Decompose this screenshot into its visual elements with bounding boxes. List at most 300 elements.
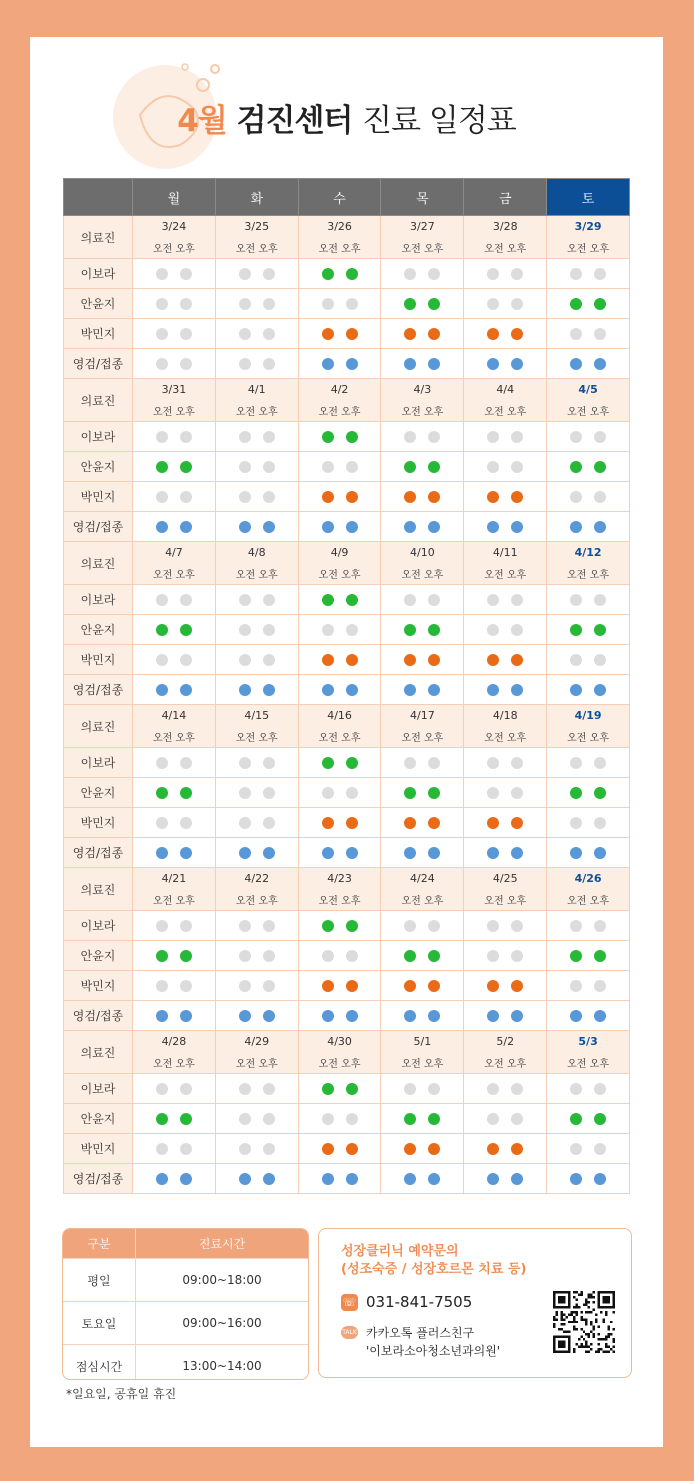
am-slot-dot-icon xyxy=(570,431,582,443)
slot-cell xyxy=(547,259,630,289)
am-label: 오전 xyxy=(567,1059,587,1070)
ampm-cell xyxy=(547,563,630,585)
am-slot-dot-icon xyxy=(239,298,251,310)
am-slot-dot-icon xyxy=(570,950,582,962)
am-label: 오전 xyxy=(484,896,504,907)
slot-cell xyxy=(133,1134,216,1164)
ampm-cell xyxy=(133,726,216,748)
slot-cell xyxy=(298,319,381,349)
pm-slot-dot-icon xyxy=(428,491,440,503)
doctor-row xyxy=(64,615,630,645)
doctor-row xyxy=(64,319,630,349)
slot-cell xyxy=(381,1104,464,1134)
slot-cell xyxy=(215,1134,298,1164)
am-label: 오전 xyxy=(235,896,256,907)
pm-slot-dot-icon xyxy=(180,1083,192,1095)
hours-row-time: 09:00~16:00 xyxy=(136,1302,309,1345)
date-cell: 4/10 xyxy=(381,542,464,564)
doctor-row xyxy=(64,259,630,289)
doctor-row xyxy=(64,778,630,808)
ampm-cell xyxy=(381,1052,464,1074)
pm-slot-dot-icon xyxy=(263,787,275,799)
slot-cell xyxy=(215,319,298,349)
doctor-row xyxy=(64,911,630,941)
pm-slot-dot-icon xyxy=(346,787,358,799)
doctor-row xyxy=(64,1134,630,1164)
phone-row[interactable] xyxy=(341,1293,472,1311)
am-label: 오전 xyxy=(152,896,173,907)
date-cell: 4/16 xyxy=(298,705,381,727)
slot-cell xyxy=(381,1134,464,1164)
am-slot-dot-icon xyxy=(156,624,168,636)
slot-cell xyxy=(298,452,381,482)
slot-cell xyxy=(464,319,547,349)
pm-label: 오후 xyxy=(506,407,527,418)
pm-slot-dot-icon xyxy=(594,491,606,503)
am-slot-dot-icon xyxy=(156,521,168,533)
pm-slot-dot-icon xyxy=(346,491,358,503)
pm-slot-dot-icon xyxy=(263,684,275,696)
slot-cell xyxy=(133,808,216,838)
pm-slot-dot-icon xyxy=(594,950,606,962)
pm-slot-dot-icon xyxy=(511,757,523,769)
pm-label: 오후 xyxy=(341,733,361,744)
doctor-label: 의료진 xyxy=(64,868,133,911)
am-slot-dot-icon xyxy=(156,1143,168,1155)
pm-slot-dot-icon xyxy=(346,358,358,370)
pm-slot-dot-icon xyxy=(180,1143,192,1155)
pm-slot-dot-icon xyxy=(263,950,275,962)
date-cell: 4/12 xyxy=(547,542,630,564)
pm-slot-dot-icon xyxy=(594,757,606,769)
doctor-row xyxy=(64,1104,630,1134)
contact-title xyxy=(341,1243,526,1279)
pm-slot-dot-icon xyxy=(511,1083,523,1095)
doctor-row xyxy=(64,1074,630,1104)
am-slot-dot-icon xyxy=(156,847,168,859)
pm-slot-dot-icon xyxy=(346,624,358,636)
pm-slot-dot-icon xyxy=(428,920,440,932)
am-label: 오전 xyxy=(152,733,173,744)
am-label: 오전 xyxy=(318,407,338,418)
pm-label: 오후 xyxy=(341,244,361,255)
am-slot-dot-icon xyxy=(487,358,499,370)
doctor-row xyxy=(64,645,630,675)
ampm-cell xyxy=(133,889,216,911)
slot-cell xyxy=(298,911,381,941)
am-slot-dot-icon xyxy=(404,1173,416,1185)
title-rest: 진료 일정표 xyxy=(362,103,516,139)
am-slot-dot-icon xyxy=(570,1010,582,1022)
slot-cell xyxy=(381,1164,464,1194)
am-label: 오전 xyxy=(401,244,421,255)
pm-label: 오후 xyxy=(258,570,278,581)
pm-slot-dot-icon xyxy=(428,847,440,859)
pm-slot-dot-icon xyxy=(594,431,606,443)
pm-slot-dot-icon xyxy=(511,654,523,666)
am-slot-dot-icon xyxy=(570,1083,582,1095)
am-slot-dot-icon xyxy=(239,461,251,473)
doctor-row xyxy=(64,452,630,482)
pm-label: 오후 xyxy=(423,244,444,255)
am-slot-dot-icon xyxy=(404,980,416,992)
slot-cell xyxy=(381,452,464,482)
pm-slot-dot-icon xyxy=(428,1173,440,1185)
ampm-row xyxy=(64,1052,630,1074)
pm-slot-dot-icon xyxy=(180,757,192,769)
slot-cell xyxy=(133,778,216,808)
am-label: 오전 xyxy=(152,1059,173,1070)
am-slot-dot-icon xyxy=(404,358,416,370)
am-slot-dot-icon xyxy=(239,817,251,829)
slot-cell xyxy=(298,1134,381,1164)
phone-number[interactable]: 031-841-7505 xyxy=(366,1293,473,1311)
am-slot-dot-icon xyxy=(156,950,168,962)
slot-cell xyxy=(133,1001,216,1031)
ampm-cell xyxy=(381,400,464,422)
slot-cell xyxy=(547,482,630,512)
am-slot-dot-icon xyxy=(156,1173,168,1185)
pm-slot-dot-icon xyxy=(428,268,440,280)
pm-slot-dot-icon xyxy=(180,950,192,962)
slot-cell xyxy=(215,645,298,675)
slot-cell xyxy=(547,778,630,808)
pm-slot-dot-icon xyxy=(180,491,192,503)
am-slot-dot-icon xyxy=(239,757,251,769)
slot-cell xyxy=(547,838,630,868)
pm-slot-dot-icon xyxy=(263,1010,275,1022)
slot-cell xyxy=(133,911,216,941)
am-slot-dot-icon xyxy=(322,757,334,769)
pm-slot-dot-icon xyxy=(263,1113,275,1125)
slot-cell xyxy=(298,512,381,542)
slot-cell xyxy=(547,1074,630,1104)
pm-slot-dot-icon xyxy=(180,787,192,799)
hours-row-label: 토요일 xyxy=(63,1302,136,1345)
pm-label: 오후 xyxy=(175,1059,195,1070)
ampm-cell xyxy=(215,889,298,911)
slot-cell xyxy=(133,645,216,675)
slot-cell xyxy=(215,289,298,319)
am-slot-dot-icon xyxy=(487,521,499,533)
slot-cell xyxy=(547,452,630,482)
am-slot-dot-icon xyxy=(487,950,499,962)
pm-slot-dot-icon xyxy=(346,461,358,473)
am-slot-dot-icon xyxy=(322,1143,334,1155)
date-cell: 4/1 xyxy=(215,379,298,401)
ampm-cell xyxy=(547,400,630,422)
slot-cell xyxy=(547,941,630,971)
pm-slot-dot-icon xyxy=(511,328,523,340)
slot-cell xyxy=(215,585,298,615)
slot-cell xyxy=(298,838,381,868)
slot-cell xyxy=(298,422,381,452)
pm-label: 오후 xyxy=(258,1059,278,1070)
slot-cell xyxy=(298,748,381,778)
am-label: 오전 xyxy=(235,733,256,744)
slot-cell xyxy=(298,1074,381,1104)
slot-cell xyxy=(133,319,216,349)
pm-slot-dot-icon xyxy=(180,817,192,829)
date-cell: 3/29 xyxy=(547,216,630,238)
slot-cell xyxy=(464,675,547,705)
pm-slot-dot-icon xyxy=(594,594,606,606)
slot-cell xyxy=(381,748,464,778)
slot-cell xyxy=(215,512,298,542)
phone-icon: ☏ xyxy=(342,1295,357,1309)
am-label: 오전 xyxy=(401,896,421,907)
pm-slot-dot-icon xyxy=(511,1173,523,1185)
slot-cell xyxy=(298,971,381,1001)
am-slot-dot-icon xyxy=(487,1010,499,1022)
doctor-name: 이보라 xyxy=(64,911,133,941)
am-slot-dot-icon xyxy=(487,980,499,992)
pm-slot-dot-icon xyxy=(263,920,275,932)
pm-slot-dot-icon xyxy=(180,461,192,473)
am-slot-dot-icon xyxy=(487,847,499,859)
pm-slot-dot-icon xyxy=(428,1113,440,1125)
pm-slot-dot-icon xyxy=(263,358,275,370)
slot-cell xyxy=(381,778,464,808)
doctor-name: 안윤지 xyxy=(64,615,133,645)
pm-slot-dot-icon xyxy=(180,1173,192,1185)
pm-slot-dot-icon xyxy=(594,684,606,696)
slot-cell xyxy=(547,675,630,705)
pm-slot-dot-icon xyxy=(594,787,606,799)
slot-cell xyxy=(464,971,547,1001)
date-cell: 4/2 xyxy=(298,379,381,401)
date-cell: 5/2 xyxy=(464,1031,547,1053)
am-slot-dot-icon xyxy=(156,328,168,340)
am-slot-dot-icon xyxy=(570,1173,582,1185)
pm-slot-dot-icon xyxy=(263,521,275,533)
am-label: 오전 xyxy=(484,1059,504,1070)
slot-cell xyxy=(381,422,464,452)
doctor-name: 안윤지 xyxy=(64,289,133,319)
pm-slot-dot-icon xyxy=(594,521,606,533)
doctor-row xyxy=(64,349,630,379)
am-slot-dot-icon xyxy=(404,950,416,962)
am-slot-dot-icon xyxy=(487,594,499,606)
am-slot-dot-icon xyxy=(156,491,168,503)
pm-slot-dot-icon xyxy=(180,594,192,606)
am-slot-dot-icon xyxy=(404,1143,416,1155)
am-slot-dot-icon xyxy=(404,1113,416,1125)
pm-slot-dot-icon xyxy=(428,817,440,829)
pm-slot-dot-icon xyxy=(511,1113,523,1125)
date-cell: 4/29 xyxy=(215,1031,298,1053)
am-label: 오전 xyxy=(401,407,421,418)
date-cell: 4/28 xyxy=(133,1031,216,1053)
pm-slot-dot-icon xyxy=(263,654,275,666)
am-slot-dot-icon xyxy=(570,624,582,636)
am-label: 오전 xyxy=(567,407,587,418)
slot-cell xyxy=(215,911,298,941)
date-cell: 3/27 xyxy=(381,216,464,238)
doctor-name: 박민지 xyxy=(64,645,133,675)
slot-cell xyxy=(381,808,464,838)
am-slot-dot-icon xyxy=(487,920,499,932)
doctor-row xyxy=(64,838,630,868)
am-slot-dot-icon xyxy=(239,268,251,280)
slot-cell xyxy=(547,289,630,319)
pm-slot-dot-icon xyxy=(263,1083,275,1095)
pm-label: 오후 xyxy=(258,244,278,255)
ampm-row xyxy=(64,889,630,911)
day-header: 월 xyxy=(133,179,216,216)
ampm-cell xyxy=(464,1052,547,1074)
pm-slot-dot-icon xyxy=(594,461,606,473)
am-slot-dot-icon xyxy=(156,920,168,932)
pm-label: 오후 xyxy=(506,570,527,581)
contact-title-line1: 성장클리닉 예약문의 xyxy=(341,1244,459,1259)
qr-code-icon[interactable] xyxy=(553,1291,615,1353)
slot-cell xyxy=(133,512,216,542)
pm-slot-dot-icon xyxy=(511,431,523,443)
date-row xyxy=(64,542,630,564)
slot-cell xyxy=(298,349,381,379)
pm-slot-dot-icon xyxy=(346,847,358,859)
am-slot-dot-icon xyxy=(239,624,251,636)
pm-slot-dot-icon xyxy=(180,1113,192,1125)
ampm-cell xyxy=(381,726,464,748)
am-slot-dot-icon xyxy=(322,328,334,340)
am-slot-dot-icon xyxy=(487,431,499,443)
am-slot-dot-icon xyxy=(239,654,251,666)
am-slot-dot-icon xyxy=(322,431,334,443)
pm-slot-dot-icon xyxy=(180,358,192,370)
slot-cell xyxy=(547,808,630,838)
header-corner xyxy=(64,179,133,216)
pm-slot-dot-icon xyxy=(346,1143,358,1155)
ampm-cell xyxy=(215,563,298,585)
date-row xyxy=(64,379,630,401)
pm-label: 오후 xyxy=(175,896,195,907)
am-slot-dot-icon xyxy=(570,980,582,992)
ampm-cell xyxy=(547,726,630,748)
am-slot-dot-icon xyxy=(239,358,251,370)
doctor-label: 의료진 xyxy=(64,1031,133,1074)
am-label: 오전 xyxy=(318,896,338,907)
pm-slot-dot-icon xyxy=(428,1083,440,1095)
slot-cell xyxy=(215,349,298,379)
pm-label: 오후 xyxy=(589,244,609,255)
slot-cell xyxy=(298,1001,381,1031)
doctor-row xyxy=(64,422,630,452)
pm-slot-dot-icon xyxy=(346,1113,358,1125)
pm-slot-dot-icon xyxy=(346,594,358,606)
ampm-cell xyxy=(298,889,381,911)
date-cell: 3/26 xyxy=(298,216,381,238)
pm-label: 오후 xyxy=(506,244,527,255)
slot-cell xyxy=(215,808,298,838)
doctor-row xyxy=(64,1001,630,1031)
am-slot-dot-icon xyxy=(322,358,334,370)
pm-slot-dot-icon xyxy=(180,624,192,636)
pm-slot-dot-icon xyxy=(263,298,275,310)
am-slot-dot-icon xyxy=(239,431,251,443)
slot-cell xyxy=(381,259,464,289)
am-slot-dot-icon xyxy=(156,1010,168,1022)
pm-slot-dot-icon xyxy=(180,1010,192,1022)
pm-slot-dot-icon xyxy=(428,521,440,533)
date-cell: 4/5 xyxy=(547,379,630,401)
am-slot-dot-icon xyxy=(156,817,168,829)
pm-slot-dot-icon xyxy=(180,684,192,696)
am-slot-dot-icon xyxy=(570,684,582,696)
slot-cell xyxy=(547,349,630,379)
date-row xyxy=(64,705,630,727)
ampm-row xyxy=(64,563,630,585)
am-slot-dot-icon xyxy=(570,787,582,799)
ampm-cell xyxy=(133,563,216,585)
pm-slot-dot-icon xyxy=(263,1173,275,1185)
date-row xyxy=(64,868,630,890)
pm-slot-dot-icon xyxy=(346,757,358,769)
pm-slot-dot-icon xyxy=(263,980,275,992)
holiday-note: *일요일, 공휴일 휴진 xyxy=(66,1387,177,1401)
title-bold: 검진센터 xyxy=(236,103,353,139)
slot-cell xyxy=(547,1134,630,1164)
slot-cell xyxy=(381,289,464,319)
am-slot-dot-icon xyxy=(156,358,168,370)
am-label: 오전 xyxy=(152,570,173,581)
slot-cell xyxy=(381,675,464,705)
am-slot-dot-icon xyxy=(322,950,334,962)
slot-cell xyxy=(381,319,464,349)
am-label: 오전 xyxy=(318,1059,338,1070)
pm-slot-dot-icon xyxy=(346,328,358,340)
date-cell: 4/22 xyxy=(215,868,298,890)
doctor-name: 박민지 xyxy=(64,971,133,1001)
am-slot-dot-icon xyxy=(404,521,416,533)
pm-slot-dot-icon xyxy=(346,1083,358,1095)
slot-cell xyxy=(381,1074,464,1104)
kakaotalk-icon: TALK xyxy=(341,1326,358,1339)
am-slot-dot-icon xyxy=(487,1143,499,1155)
am-slot-dot-icon xyxy=(322,1173,334,1185)
am-slot-dot-icon xyxy=(322,491,334,503)
slot-cell xyxy=(381,645,464,675)
pm-slot-dot-icon xyxy=(428,1143,440,1155)
slot-cell xyxy=(298,289,381,319)
am-slot-dot-icon xyxy=(239,920,251,932)
pm-label: 오후 xyxy=(506,733,527,744)
pm-label: 오후 xyxy=(589,733,609,744)
hours-row-time: 13:00~14:00 xyxy=(182,1359,262,1373)
pm-label: 오후 xyxy=(423,733,444,744)
pm-slot-dot-icon xyxy=(511,624,523,636)
am-slot-dot-icon xyxy=(322,654,334,666)
hours-row-time: 09:00~18:00 xyxy=(136,1259,309,1302)
pm-slot-dot-icon xyxy=(511,461,523,473)
ampm-cell xyxy=(547,237,630,259)
slot-cell xyxy=(547,422,630,452)
am-slot-dot-icon xyxy=(404,920,416,932)
pm-label: 오후 xyxy=(506,1059,527,1070)
ampm-cell xyxy=(464,400,547,422)
am-label: 오전 xyxy=(567,570,587,581)
am-slot-dot-icon xyxy=(322,1010,334,1022)
doctor-row xyxy=(64,748,630,778)
am-slot-dot-icon xyxy=(156,461,168,473)
am-slot-dot-icon xyxy=(404,461,416,473)
ampm-cell xyxy=(215,400,298,422)
ampm-row xyxy=(64,726,630,748)
pm-slot-dot-icon xyxy=(180,980,192,992)
am-slot-dot-icon xyxy=(322,847,334,859)
am-slot-dot-icon xyxy=(487,298,499,310)
